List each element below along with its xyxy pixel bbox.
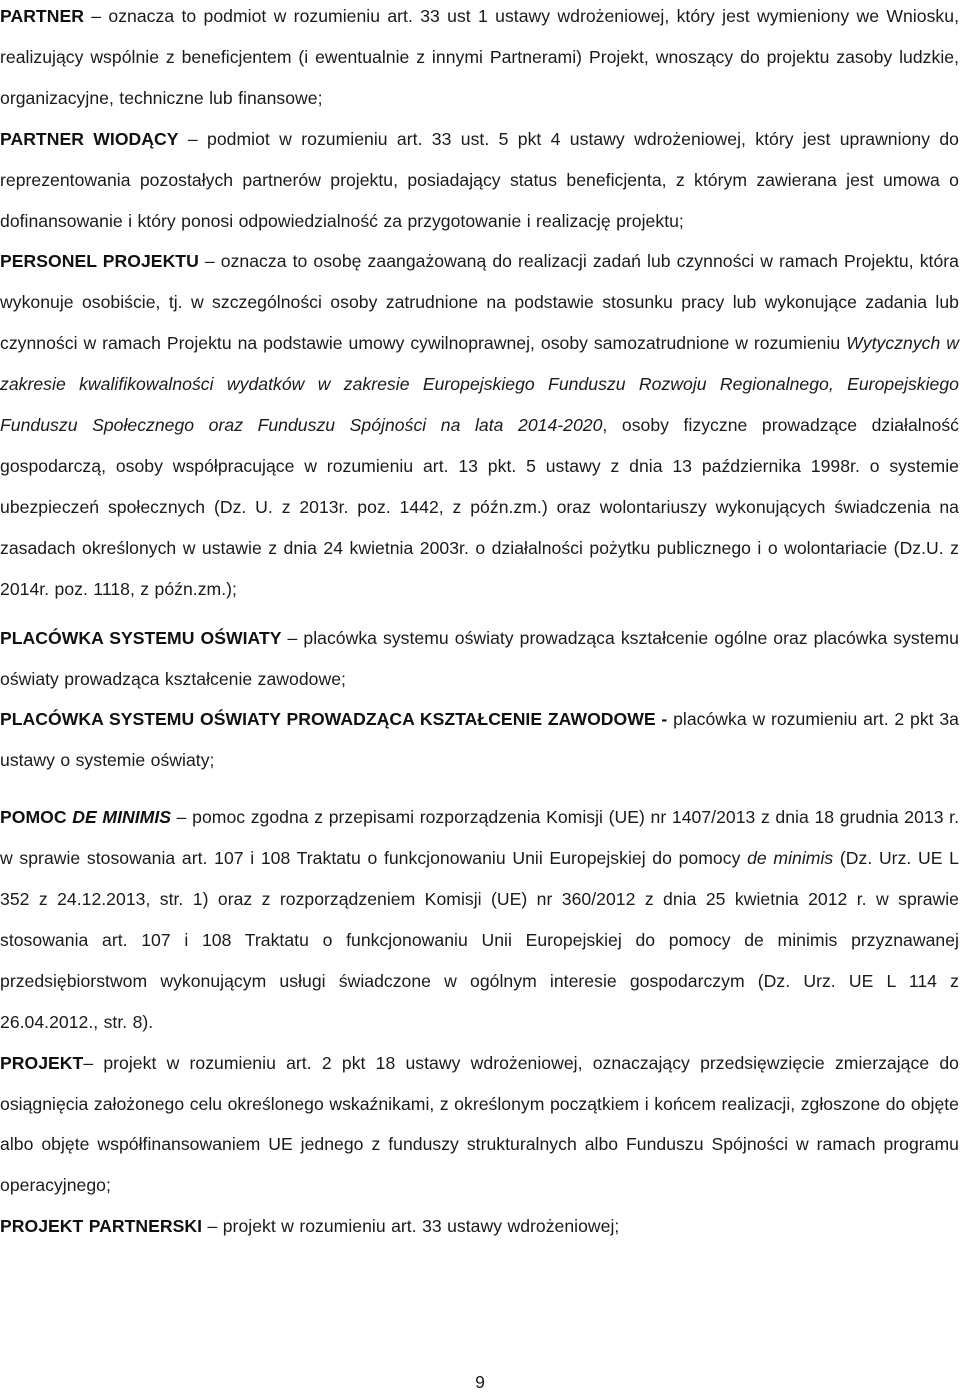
- definition-text: , osoby fizyczne prowadzące działalność gospodarczą, osoby współpracujące w rozumieniu art. 13 pkt. 5 ustawy z dnia 13 października 1998r. o systemie ubezpieczeń społecznych (Dz. U. z 2013r. poz. 1442, z późn.zm.) oraz wolontariuszy wykonujących świadczenia na zasadach określonych w ustawie z dnia 24 kwietnia 2003r. o działalności pożytku publicznego i o wolontariacie (Dz.U. z 2014r. poz. 1118, z późn.zm.);: [0, 415, 959, 599]
- definition-placowka-zawodowa: [0, 699, 959, 781]
- definition-text: placówka w rozumieniu art. 2 pkt 3a ustawy o systemie oświaty;: [0, 709, 959, 771]
- definition-pomoc-de-minimis: [0, 797, 959, 1042]
- term-placowka-zawodowa: PLACÓWKA SYSTEMU OŚWIATY PROWADZĄCA KSZTAŁCENIE ZAWODOWE -: [0, 709, 668, 730]
- term-projekt: PROJEKT: [0, 1052, 84, 1073]
- definition-placowka-systemu-oswiaty: [0, 618, 959, 700]
- definition-projekt: [0, 1043, 959, 1207]
- definition-text: – placówka systemu oświaty prowadząca kształcenie ogólne oraz placówka systemu oświaty prowadząca kształcenie zawodowe;: [0, 627, 959, 689]
- term-partner: PARTNER: [0, 6, 84, 26]
- page-number: 9: [475, 1372, 485, 1392]
- de-minimis-italic: de minimis: [747, 848, 834, 869]
- paragraph-gap: [0, 610, 959, 618]
- definition-personel-projektu: [0, 241, 959, 609]
- definition-partner-wiodacy: [0, 119, 959, 242]
- guidelines-title: Wytycznych w zakresie kwalifikowalności wydatków w zakresie Europejskiego Funduszu Rozwoju Regionalnego, Europejskiego Funduszu Społecznego oraz Funduszu Spójności na lata 2014-2020: [0, 333, 959, 436]
- term-partner-wiodacy: PARTNER WIODĄCY: [0, 128, 179, 149]
- paragraph-gap: [0, 781, 959, 797]
- definition-text: – pomoc zgodna z przepisami rozporządzenia Komisji (UE) nr 1407/2013 z dnia 18 grudnia 2013 r. w sprawie stosowania art. 107 i 108 Traktatu o funkcjonowaniu Unii Europejskiej do pomocy: [0, 807, 959, 869]
- term-projekt-partnerski: PROJEKT PARTNERSKI: [0, 1216, 203, 1237]
- definition-text: (Dz. Urz. UE L 352 z 24.12.2013, str. 1) oraz z rozporządzeniem Komisji (UE) nr 360/2012 z dnia 25 kwietnia 2012 r. w sprawie stosowania art. 107 i 108 Traktatu o funkcjonowaniu Unii Europejskiej do pomocy de minimis przyznawanej przedsiębiorstwom wykonującym usługi świadczone w ogólnym interesie gospodarczym (Dz. Urz. UE L 114 z 26.04.2012., str. 8).: [0, 848, 959, 1032]
- term-placowka-systemu-oswiaty: PLACÓWKA SYSTEMU OŚWIATY: [0, 627, 282, 648]
- definition-text: – projekt w rozumieniu art. 2 pkt 18 ustawy wdrożeniowej, oznaczający przedsięwzięcie zmierzające do osiągnięcia założonego celu określonego wskaźnikami, z określonym początkiem i końcem realizacji, zgłoszone do objęte albo objęte współfinansowaniem UE jednego z funduszy strukturalnych albo Funduszu Spójności w ramach programu operacyjnego;: [0, 1052, 959, 1196]
- definition-text: – projekt w rozumieniu art. 33 ustawy wdrożeniowej;: [202, 1216, 620, 1237]
- term-personel-projektu: PERSONEL PROJEKTU: [0, 251, 199, 272]
- definition-text: – oznacza to osobę zaangażowaną do realizacji zadań lub czynności w ramach Projektu, która wykonuje osobiście, tj. w szczególności osoby zatrudnione na podstawie stosunku pracy lub wykonujące zadania lub czynności w ramach Projektu na podstawie umowy cywilnoprawnej, osoby samozatrudnione w rozumieniu: [0, 251, 959, 354]
- definition-projekt-partnerski: [0, 1206, 959, 1247]
- definition-text: – podmiot w rozumieniu art. 33 ust. 5 pkt 4 ustawy wdrożeniowej, który jest uprawniony do reprezentowania pozostałych partnerów projektu, posiadający status beneficjenta, z którym zawierana jest umowa o dofinansowanie i który ponosi odpowiedzialność za przygotowanie i realizację projektu;: [0, 128, 959, 231]
- term-pomoc: POMOC: [0, 807, 73, 828]
- term-de-minimis: DE MINIMIS: [72, 807, 172, 828]
- definition-text: – oznacza to podmiot w rozumieniu art. 33 ust 1 ustawy wdrożeniowej, który jest wymieniony we Wniosku, realizujący wspólnie z beneficjentem (i ewentualnie z innymi Partnerami) Projekt, wnoszący do projektu zasoby ludzkie, organizacyjne, techniczne lub finansowe;: [0, 6, 959, 108]
- definition-partner: [0, 0, 959, 119]
